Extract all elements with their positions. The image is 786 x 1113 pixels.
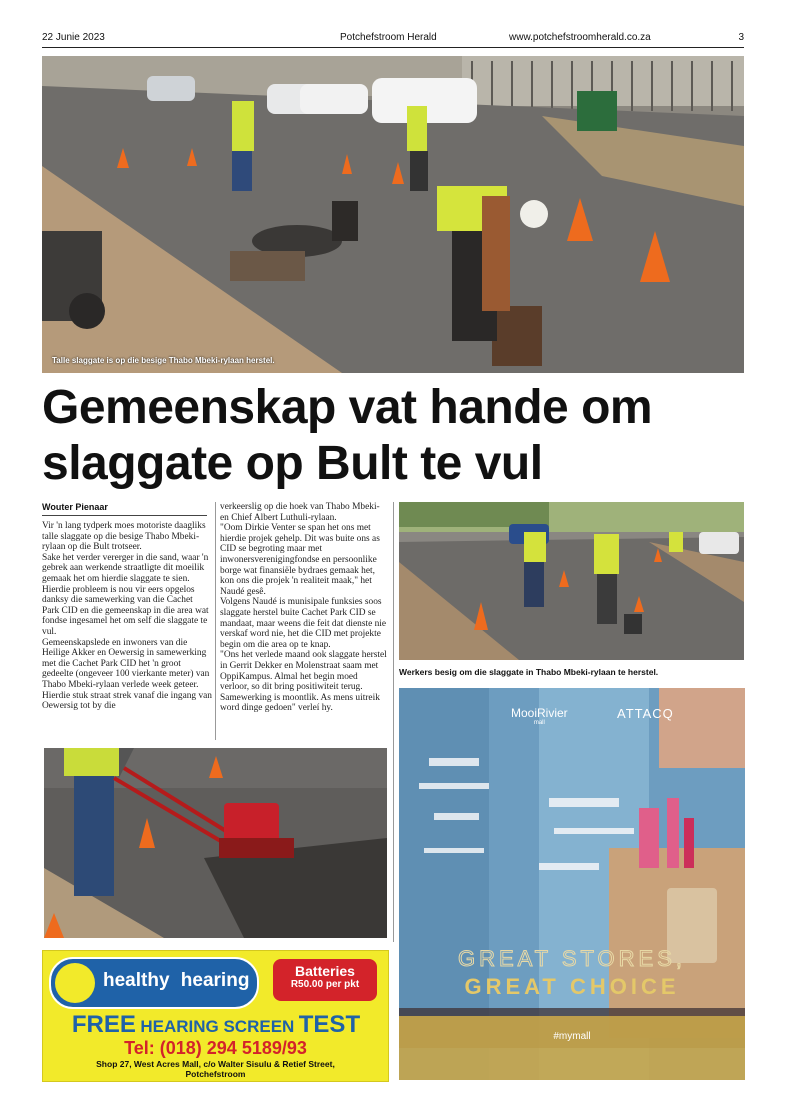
issue-date: 22 Junie 2023 bbox=[42, 32, 105, 43]
workers-photo bbox=[399, 502, 744, 660]
logo-mooirivier-text: MooiRivier bbox=[511, 706, 568, 720]
website: www.potchefstroomherald.co.za bbox=[509, 32, 651, 43]
brand-badge bbox=[49, 957, 259, 1009]
mooirivier-logo bbox=[511, 706, 568, 726]
right-photo-caption: Werkers besig om die slaggate in Thabo Mbeki-rylaan te herstel. bbox=[399, 667, 659, 677]
paragraph: verkeerslig op die hoek van Thabo Mbeki- en Chief Albert Luthuli-rylaan. bbox=[220, 502, 380, 523]
phone-number[interactable]: Tel: (018) 294 5189/93 bbox=[124, 1038, 307, 1058]
header-rule bbox=[42, 47, 744, 48]
address-line-2: Potchefstroom bbox=[185, 1069, 246, 1079]
column-divider bbox=[215, 502, 216, 740]
paragraph: "Oom Dirkie Venter se span het ons met hierdie projek gehelp. Dit was buite ons as CID se begroting maar met inwonersverenigingfondse en persoonlike borge wat finansiële bydraes gemaak het, kon ons die projek 'n realiteit maak," het Naudé gesê. bbox=[220, 523, 380, 597]
tagline-line-1: GREAT STORES, bbox=[457, 946, 687, 971]
paragraph: Hierdie stuk straat strek vanaf die ingang van Oewersig tot by die bbox=[42, 690, 212, 712]
batteries-price: R50.00 per pkt bbox=[290, 979, 360, 990]
byline: Wouter Pienaar bbox=[42, 502, 207, 516]
top-photo-caption: Talle slaggate is op die besige Thabo Mbeki-rylaan herstel. bbox=[52, 356, 275, 365]
free-hearing-test-headline bbox=[51, 1011, 381, 1039]
top-photo bbox=[42, 56, 744, 373]
publication-name: Potchefstroom Herald bbox=[340, 32, 437, 43]
article-headline bbox=[42, 380, 747, 492]
address-line-1: Shop 27, West Acres Mall, c/o Walter Sisulu & Retief Street, bbox=[96, 1059, 335, 1069]
article-column-2 bbox=[220, 502, 388, 714]
logo-mall-text: mall bbox=[533, 720, 545, 726]
plate-compactor-photo bbox=[44, 748, 387, 938]
headline-hearing-screen: HEARING SCREEN bbox=[140, 1017, 295, 1036]
mymall-hashtag: #mymall bbox=[553, 1031, 591, 1042]
headline-line-1: Gemeenskap vat hande om bbox=[42, 381, 653, 434]
ear-logo-icon bbox=[55, 963, 95, 1003]
headline-line-2: slaggate op Bult te vul bbox=[42, 437, 543, 490]
healthy-hearing-ad[interactable] bbox=[42, 950, 389, 1082]
road-repair-photo bbox=[42, 56, 744, 373]
headline-free: FREE bbox=[71, 1011, 136, 1038]
paragraph: Gemeenskapslede en inwoners van die Heilige Akker en Oewersig in samewerking met die Cachet Park CID het 'n groot gedeelte (ongeveer 100 vierkante meter) van Thabo Mbeki-rylaan verlede week geteer. bbox=[42, 637, 210, 690]
paragraph: Hierdie probleem is nou vir eers opgelos danksy die samewerking van die Cachet Park CID en die gemeenskap in die area wat fondse ingesamel het om self die slaggate te vul. bbox=[42, 584, 209, 637]
paragraph: Vir 'n lang tydperk moes motoriste daagliks talle slaggate op die besige Thabo Mbeki-rylaan op die Bult trotseer. bbox=[42, 521, 206, 553]
right-photo bbox=[399, 502, 744, 660]
page-number: 3 bbox=[738, 32, 744, 43]
mooirivier-mall-ad[interactable] bbox=[399, 688, 745, 1080]
headline-test: TEST bbox=[298, 1011, 361, 1038]
ad-address bbox=[43, 1059, 388, 1079]
column-divider bbox=[393, 502, 394, 942]
paragraph: Volgens Naudé is munisipale funksies soos slaggate herstel buite Cachet Park CID se mandaat, maar weens die feit dat dienste nie verskaf word nie, het die CID met projekte begin om die area op te knap. bbox=[220, 597, 387, 650]
paragraph: Sake het verder vererger in die sand, waar 'n gebrek aan werkende straatligte dit moeilik gemaak het om hierdie slaggate te sien. bbox=[42, 552, 209, 584]
page-header bbox=[42, 32, 744, 46]
mall-tagline bbox=[399, 946, 745, 1000]
batteries-box bbox=[273, 959, 377, 1001]
attacq-logo: ATTACQ bbox=[617, 706, 674, 721]
article-column-1 bbox=[42, 521, 212, 712]
compactor-photo bbox=[44, 748, 387, 938]
batteries-title: Batteries bbox=[295, 963, 355, 979]
paragraph: "Ons het verlede maand ook slaggate herstel in Gerrit Dekker en Molenstraat saam met OppiKampus. Almal het begin moed verloor, so dit bring positiwiteit terug. Samewerking is moontlik. As mens uitreik word dinge gedoen" verleí hy. bbox=[220, 650, 387, 714]
brand-name: healthy hearing bbox=[103, 970, 250, 991]
mall-ad-background bbox=[399, 688, 745, 1080]
tagline-line-2: GREAT CHOICE bbox=[464, 974, 680, 999]
